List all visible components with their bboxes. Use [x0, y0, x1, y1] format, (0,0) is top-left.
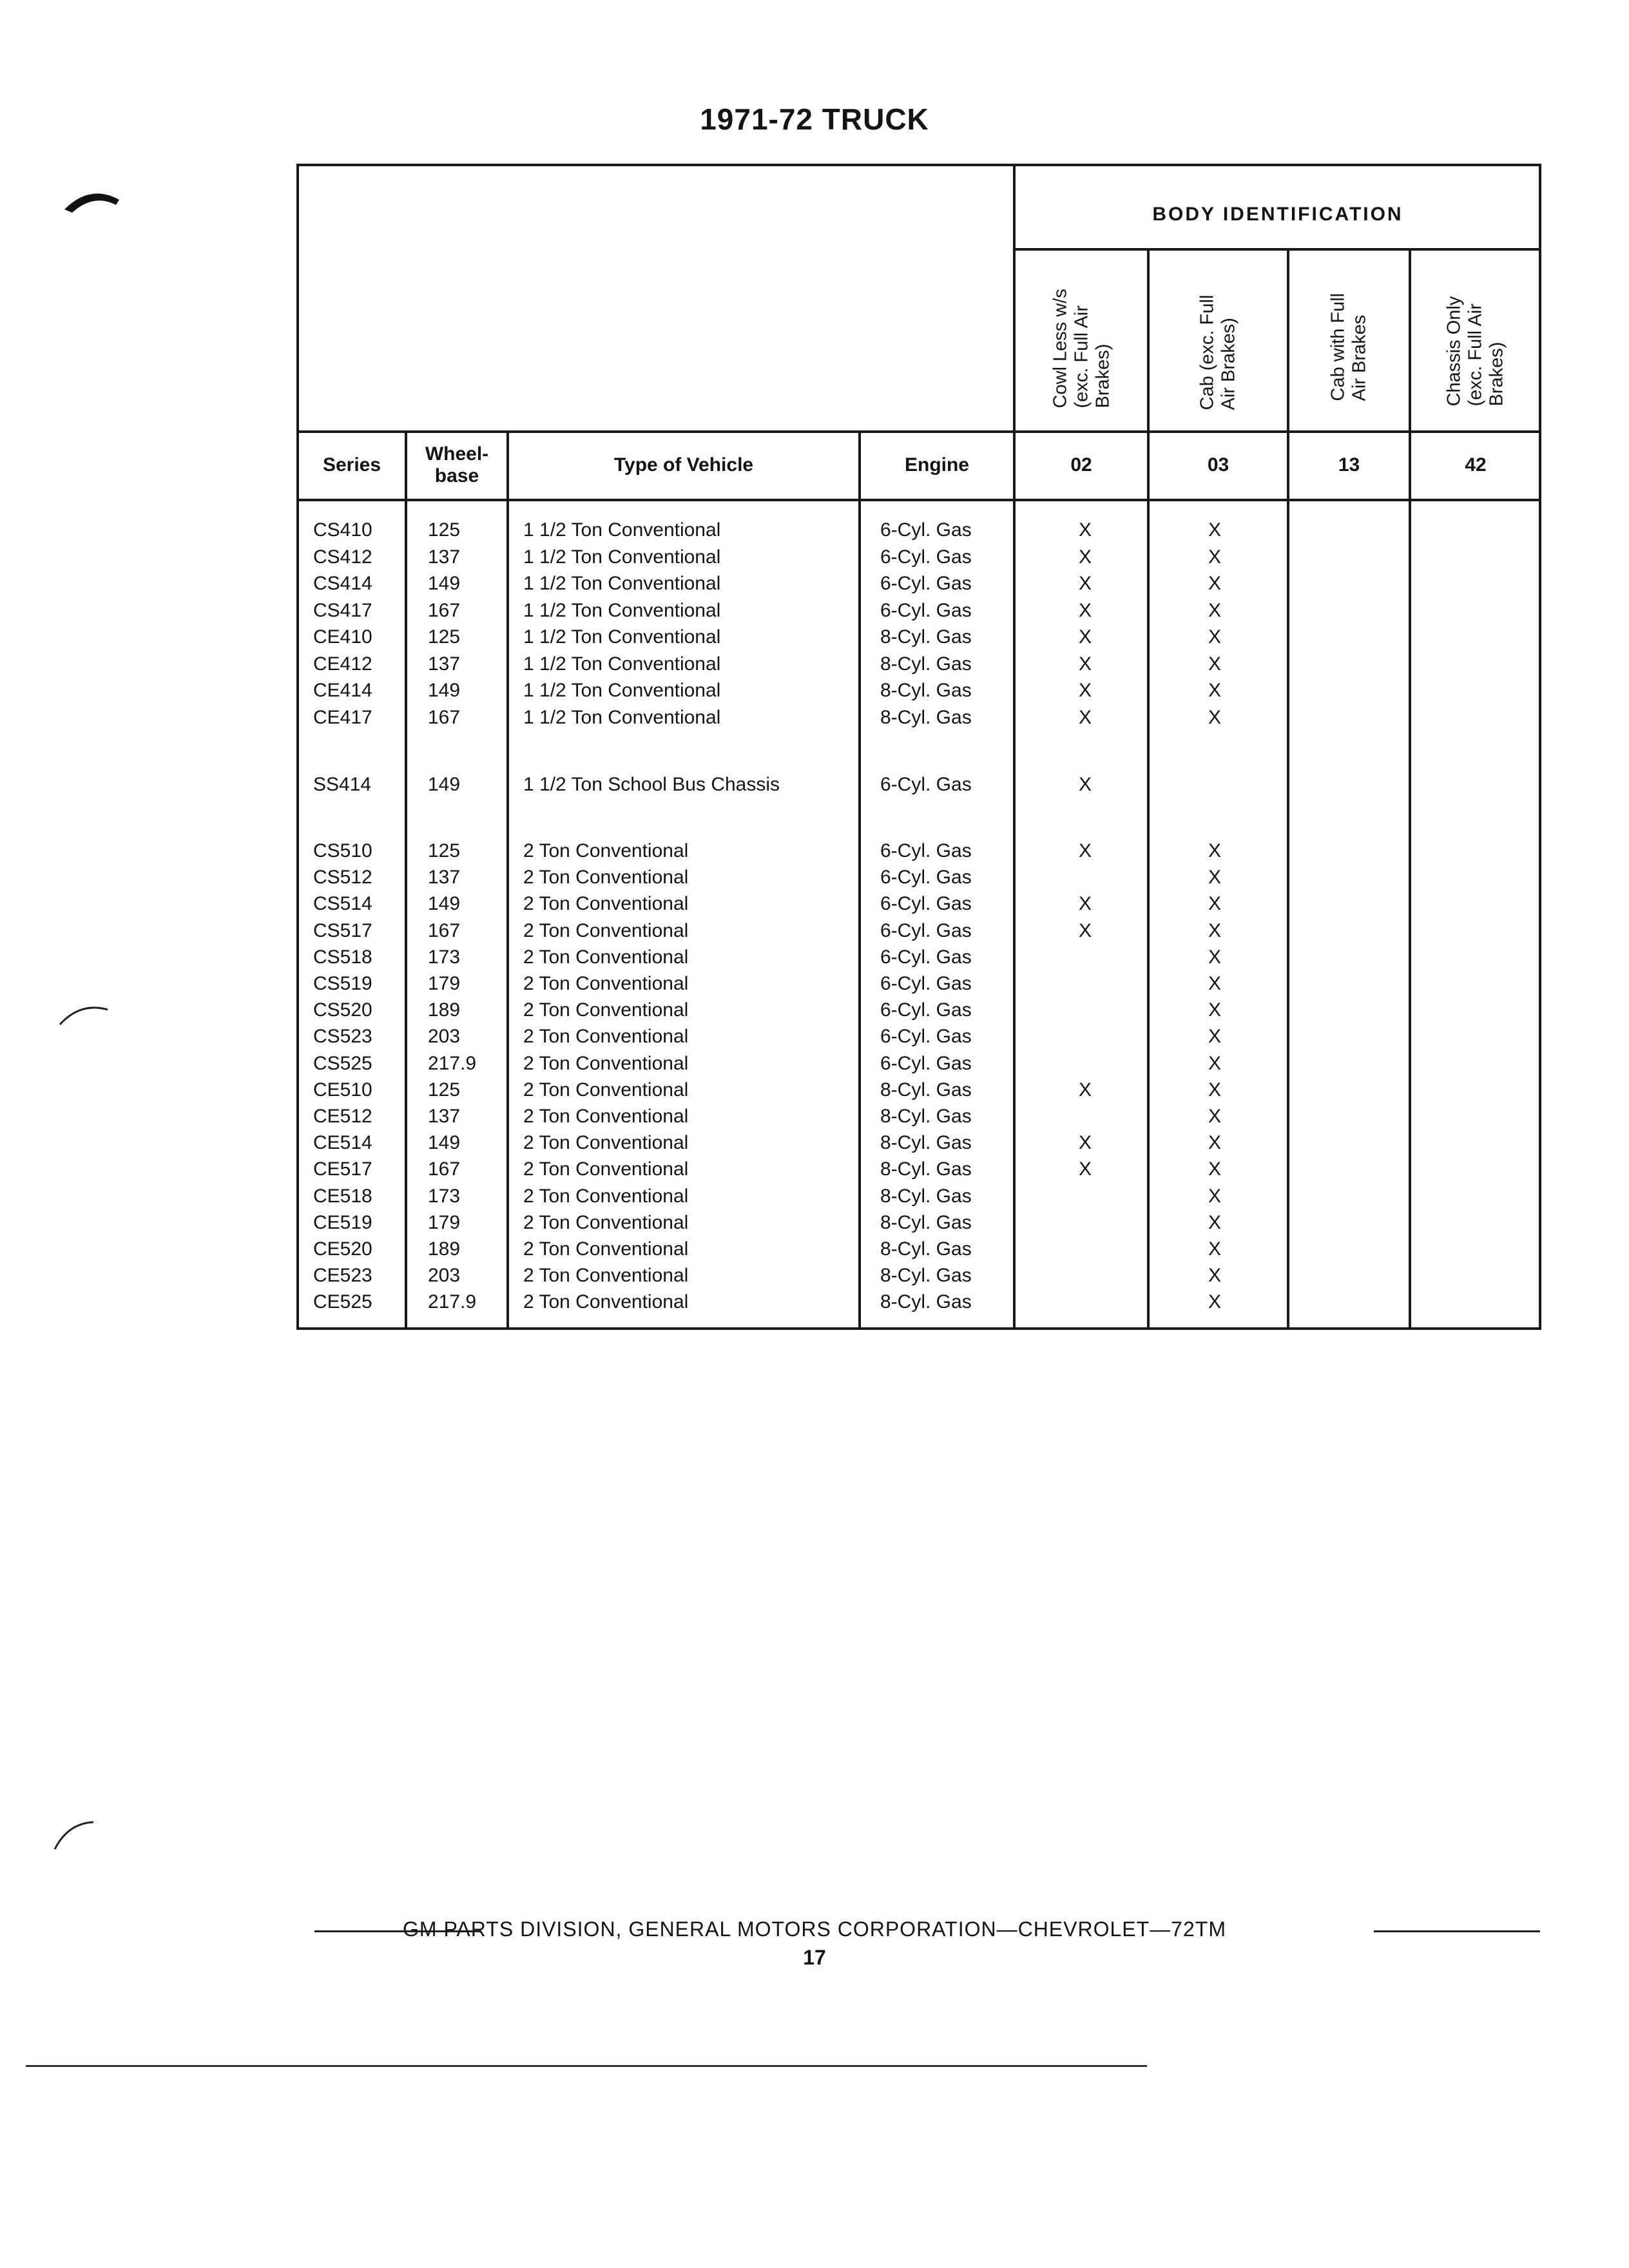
table-row — [0, 624, 1629, 650]
cell-c02: X — [1079, 573, 1092, 594]
cell-engine: 6-Cyl. Gas — [880, 519, 972, 541]
table-row — [0, 544, 1629, 570]
cell-wheelbase: 167 — [428, 919, 461, 941]
cell-c02: X — [1079, 919, 1092, 941]
table-row — [0, 517, 1629, 543]
body-col-label-03 — [1150, 248, 1287, 435]
body-col-label-42 — [1411, 248, 1540, 435]
cell-type: 2 Ton Conventional — [523, 1052, 689, 1074]
header-code-42: 42 — [1465, 454, 1487, 476]
page-title: 1971-72 TRUCK — [700, 102, 929, 136]
cell-wheelbase: 203 — [428, 1026, 461, 1048]
cell-series: CE519 — [313, 1211, 372, 1233]
cell-wheelbase: 149 — [428, 893, 461, 915]
cell-engine: 8-Cyl. Gas — [880, 626, 972, 648]
cell-wheelbase: 149 — [428, 573, 461, 594]
header-series: Series — [322, 454, 381, 476]
table-row — [0, 1236, 1629, 1262]
cell-c03: X — [1208, 573, 1222, 594]
cell-c02: X — [1079, 1079, 1092, 1100]
table-row — [0, 997, 1629, 1023]
cell-type: 2 Ton Conventional — [523, 946, 689, 968]
cell-wheelbase: 167 — [428, 1158, 461, 1180]
body-col-label-13 — [1289, 248, 1409, 435]
table-row — [0, 597, 1629, 624]
table-row — [0, 1156, 1629, 1182]
cell-engine: 6-Cyl. Gas — [880, 573, 972, 594]
table-row — [0, 677, 1629, 704]
cell-series: CS417 — [313, 599, 372, 621]
table-row — [0, 890, 1629, 917]
cell-type: 1 1/2 Ton Conventional — [523, 573, 721, 594]
cell-c03: X — [1208, 1052, 1222, 1074]
cell-c03: X — [1208, 599, 1222, 621]
cell-wheelbase: 189 — [428, 1238, 461, 1260]
cell-c03: X — [1208, 1185, 1222, 1207]
table-row — [0, 1103, 1629, 1129]
footer-text: GM PARTS DIVISION, GENERAL MOTORS CORPORATION—CHEVROLET—72TM — [403, 1917, 1226, 1941]
cell-series: SS414 — [313, 774, 372, 795]
table-row — [0, 918, 1629, 944]
cell-wheelbase: 217.9 — [428, 1291, 477, 1313]
cell-series: CE417 — [313, 706, 372, 728]
cell-c03: X — [1208, 1106, 1222, 1127]
cell-type: 2 Ton Conventional — [523, 1238, 689, 1260]
binder-punch-mark — [55, 995, 113, 1034]
body-col-label-02 — [1016, 248, 1148, 435]
cell-series: CE518 — [313, 1185, 372, 1207]
body-col-text: Chassis Only (exc. Full Air Brakes) — [1443, 296, 1507, 406]
cell-c03: X — [1208, 1265, 1222, 1287]
cell-series: CE512 — [313, 1106, 372, 1127]
table-row — [0, 1129, 1629, 1156]
cell-c03: X — [1208, 1079, 1222, 1100]
cell-wheelbase: 149 — [428, 680, 461, 701]
header-code-03: 03 — [1207, 454, 1229, 476]
cell-engine: 8-Cyl. Gas — [880, 1185, 972, 1207]
cell-type: 1 1/2 Ton Conventional — [523, 653, 721, 675]
cell-type: 2 Ton Conventional — [523, 999, 689, 1021]
cell-type: 2 Ton Conventional — [523, 840, 689, 861]
table-row — [0, 1262, 1629, 1289]
cell-wheelbase: 137 — [428, 1106, 461, 1127]
table-row — [0, 864, 1629, 890]
cell-c03: X — [1208, 893, 1222, 915]
cell-wheelbase: 173 — [428, 1185, 461, 1207]
cell-wheelbase: 125 — [428, 519, 461, 541]
body-identification-label: BODY IDENTIFICATION — [1152, 204, 1403, 225]
cell-c02: X — [1079, 546, 1092, 568]
table-row — [0, 970, 1629, 997]
cell-type: 2 Ton Conventional — [523, 973, 689, 994]
cell-series: CS519 — [313, 973, 372, 994]
cell-series: CS520 — [313, 999, 372, 1021]
cell-type: 2 Ton Conventional — [523, 1026, 689, 1048]
cell-type: 2 Ton Conventional — [523, 1158, 689, 1180]
cell-series: CS523 — [313, 1026, 372, 1048]
cell-c03: X — [1208, 919, 1222, 941]
cell-c02: X — [1079, 599, 1092, 621]
cell-c03: X — [1208, 653, 1222, 675]
cell-engine: 6-Cyl. Gas — [880, 893, 972, 915]
cell-engine: 6-Cyl. Gas — [880, 774, 972, 795]
header-code-02: 02 — [1070, 454, 1092, 476]
cell-engine: 6-Cyl. Gas — [880, 1052, 972, 1074]
cell-series: CE414 — [313, 680, 372, 701]
cell-engine: 8-Cyl. Gas — [880, 1211, 972, 1233]
cell-engine: 8-Cyl. Gas — [880, 680, 972, 701]
header-code-13: 13 — [1338, 454, 1360, 476]
table-row — [0, 1077, 1629, 1103]
table-row — [0, 1183, 1629, 1209]
cell-type: 1 1/2 Ton Conventional — [523, 519, 721, 541]
cell-c02: X — [1079, 1158, 1092, 1180]
cell-wheelbase: 217.9 — [428, 1052, 477, 1074]
page-number: 17 — [803, 1946, 826, 1969]
bottom-scan-rule — [26, 2065, 1147, 2067]
cell-series: CE510 — [313, 1079, 372, 1100]
cell-c03: X — [1208, 999, 1222, 1021]
cell-series: CE412 — [313, 653, 372, 675]
cell-c03: X — [1208, 973, 1222, 994]
cell-wheelbase: 137 — [428, 867, 461, 889]
cell-wheelbase: 137 — [428, 546, 461, 568]
cell-type: 2 Ton Conventional — [523, 1132, 689, 1154]
cell-c02: X — [1079, 774, 1092, 795]
binder-punch-mark — [58, 180, 129, 226]
cell-engine: 6-Cyl. Gas — [880, 999, 972, 1021]
cell-c03: X — [1208, 946, 1222, 968]
table-row — [0, 570, 1629, 597]
cell-c02: X — [1079, 626, 1092, 648]
table-row — [0, 944, 1629, 970]
cell-engine: 6-Cyl. Gas — [880, 919, 972, 941]
cell-c02: X — [1079, 840, 1092, 861]
table-row — [0, 771, 1629, 798]
cell-series: CE523 — [313, 1265, 372, 1287]
cell-engine: 8-Cyl. Gas — [880, 1238, 972, 1260]
cell-engine: 8-Cyl. Gas — [880, 1158, 972, 1180]
cell-series: CE514 — [313, 1132, 372, 1154]
table-row — [0, 1050, 1629, 1077]
cell-wheelbase: 179 — [428, 973, 461, 994]
cell-wheelbase: 203 — [428, 1265, 461, 1287]
cell-wheelbase: 137 — [428, 653, 461, 675]
cell-wheelbase: 179 — [428, 1211, 461, 1233]
cell-c02: X — [1079, 706, 1092, 728]
cell-c03: X — [1208, 680, 1222, 701]
cell-c03: X — [1208, 1158, 1222, 1180]
cell-series: CE520 — [313, 1238, 372, 1260]
cell-type: 1 1/2 Ton Conventional — [523, 706, 721, 728]
cell-engine: 8-Cyl. Gas — [880, 1132, 972, 1154]
body-col-text: Cab with Full Air Brakes — [1327, 293, 1370, 401]
cell-series: CS518 — [313, 946, 372, 968]
cell-type: 2 Ton Conventional — [523, 867, 689, 889]
cell-type: 1 1/2 Ton Conventional — [523, 599, 721, 621]
cell-c03: X — [1208, 1026, 1222, 1048]
cell-series: CS412 — [313, 546, 372, 568]
cell-c03: X — [1208, 706, 1222, 728]
cell-series: CS414 — [313, 573, 372, 594]
cell-wheelbase: 173 — [428, 946, 461, 968]
table-row — [0, 1209, 1629, 1236]
cell-wheelbase: 125 — [428, 1079, 461, 1100]
cell-c02: X — [1079, 893, 1092, 915]
table-row — [0, 838, 1629, 864]
cell-type: 2 Ton Conventional — [523, 1185, 689, 1207]
cell-type: 2 Ton Conventional — [523, 1211, 689, 1233]
cell-engine: 8-Cyl. Gas — [880, 653, 972, 675]
cell-c03: X — [1208, 867, 1222, 889]
cell-series: CS514 — [313, 893, 372, 915]
header-engine: Engine — [904, 454, 969, 476]
cell-c03: X — [1208, 1291, 1222, 1313]
cell-type: 1 1/2 Ton Conventional — [523, 626, 721, 648]
cell-type: 1 1/2 Ton Conventional — [523, 546, 721, 568]
cell-engine: 8-Cyl. Gas — [880, 1079, 972, 1100]
cell-wheelbase: 167 — [428, 599, 461, 621]
cell-wheelbase: 189 — [428, 999, 461, 1021]
table-row — [0, 1289, 1629, 1315]
cell-c03: X — [1208, 1132, 1222, 1154]
cell-wheelbase: 125 — [428, 626, 461, 648]
cell-series: CS410 — [313, 519, 372, 541]
cell-engine: 6-Cyl. Gas — [880, 546, 972, 568]
header-type-of-vehicle: Type of Vehicle — [613, 454, 754, 476]
cell-series: CS512 — [313, 867, 372, 889]
cell-c02: X — [1079, 653, 1092, 675]
cell-series: CE410 — [313, 626, 372, 648]
cell-type: 1 1/2 Ton Conventional — [523, 680, 721, 701]
cell-engine: 8-Cyl. Gas — [880, 1106, 972, 1127]
cell-engine: 6-Cyl. Gas — [880, 946, 972, 968]
body-col-text: Cab (exc. Full Air Brakes) — [1197, 294, 1239, 410]
cell-wheelbase: 149 — [428, 1132, 461, 1154]
cell-type: 2 Ton Conventional — [523, 1291, 689, 1313]
cell-wheelbase: 125 — [428, 840, 461, 861]
header-bottom-rule — [296, 499, 1541, 501]
cell-engine: 6-Cyl. Gas — [880, 973, 972, 994]
binder-punch-mark — [48, 1804, 106, 1856]
table-row — [0, 704, 1629, 731]
header-wheelbase: Wheel- base — [425, 443, 489, 486]
cell-series: CS517 — [313, 919, 372, 941]
cell-type: 1 1/2 Ton School Bus Chassis — [523, 774, 780, 795]
cell-c03: X — [1208, 840, 1222, 861]
table-row — [0, 651, 1629, 677]
cell-c02: X — [1079, 519, 1092, 541]
cell-engine: 8-Cyl. Gas — [880, 706, 972, 728]
cell-engine: 6-Cyl. Gas — [880, 1026, 972, 1048]
cell-series: CE525 — [313, 1291, 372, 1313]
cell-type: 2 Ton Conventional — [523, 893, 689, 915]
cell-series: CE517 — [313, 1158, 372, 1180]
cell-wheelbase: 149 — [428, 774, 461, 795]
cell-engine: 8-Cyl. Gas — [880, 1291, 972, 1313]
cell-c03: X — [1208, 546, 1222, 568]
body-col-text: Cowl Less w/s (exc. Full Air Brakes) — [1050, 288, 1113, 408]
cell-engine: 8-Cyl. Gas — [880, 1265, 972, 1287]
cell-c02: X — [1079, 680, 1092, 701]
cell-type: 2 Ton Conventional — [523, 1106, 689, 1127]
cell-c02: X — [1079, 1132, 1092, 1154]
cell-type: 2 Ton Conventional — [523, 1079, 689, 1100]
cell-engine: 6-Cyl. Gas — [880, 599, 972, 621]
cell-type: 2 Ton Conventional — [523, 1265, 689, 1287]
cell-c03: X — [1208, 1238, 1222, 1260]
cell-c03: X — [1208, 626, 1222, 648]
cell-c03: X — [1208, 1211, 1222, 1233]
table-row — [0, 1023, 1629, 1050]
cell-wheelbase: 167 — [428, 706, 461, 728]
cell-engine: 6-Cyl. Gas — [880, 840, 972, 861]
cell-series: CS525 — [313, 1052, 372, 1074]
cell-series: CS510 — [313, 840, 372, 861]
cell-engine: 6-Cyl. Gas — [880, 867, 972, 889]
cell-c03: X — [1208, 519, 1222, 541]
cell-type: 2 Ton Conventional — [523, 919, 689, 941]
